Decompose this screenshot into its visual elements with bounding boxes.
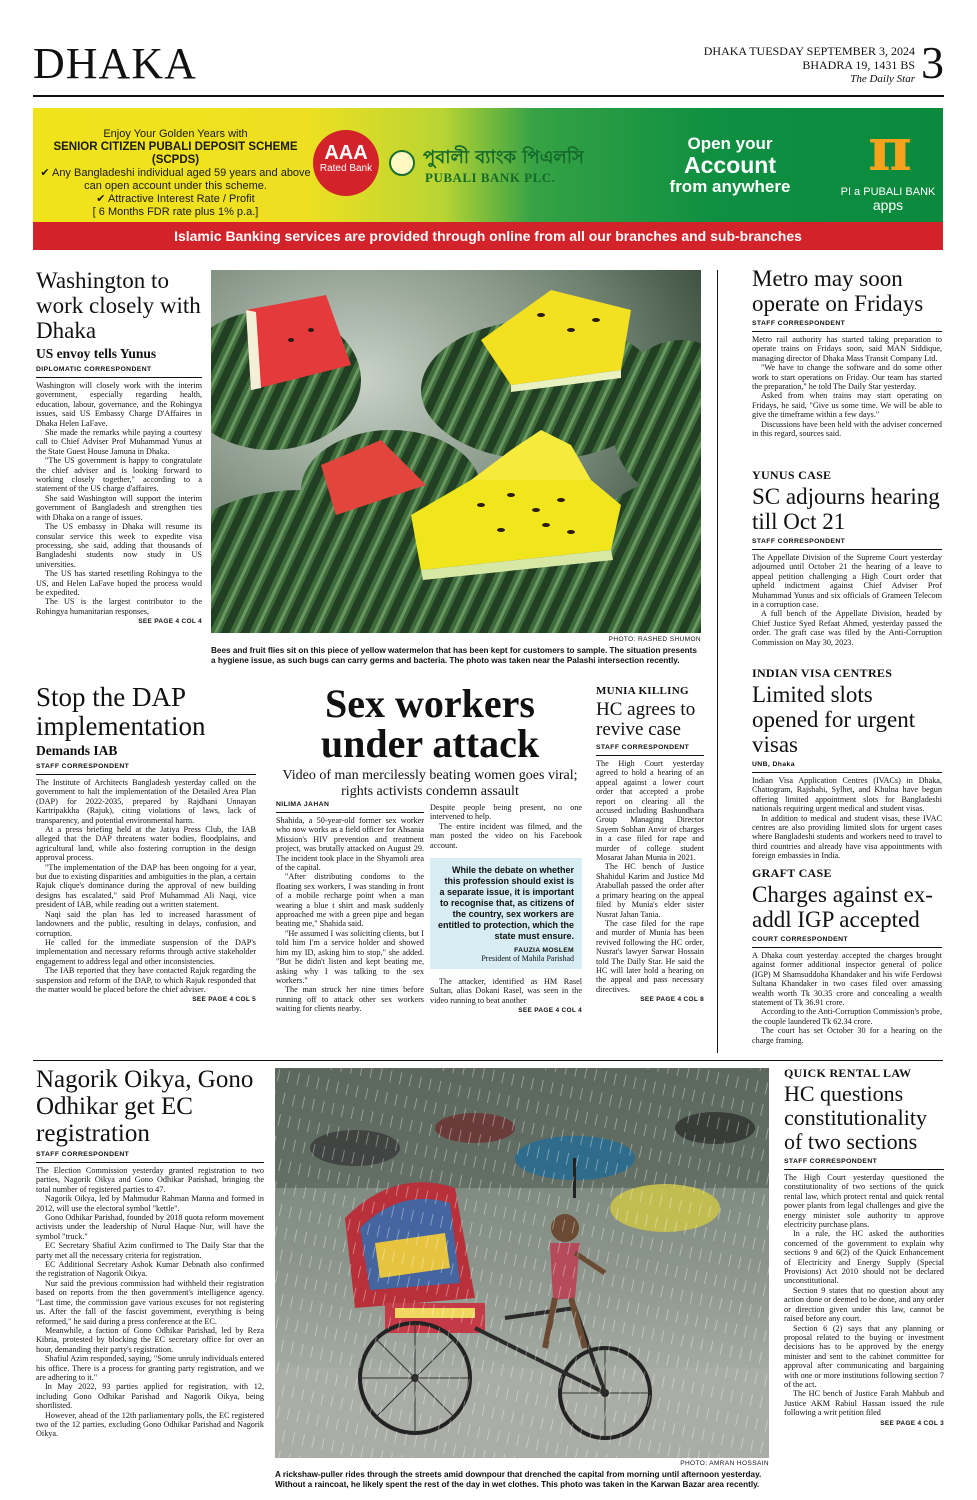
byline: DIPLOMATIC CORRESPONDENT	[36, 366, 152, 373]
story-body	[596, 759, 704, 994]
ad-app-line: PI a PUBALI BANK	[840, 186, 936, 198]
bank-name-english: PUBALI BANK PLC.	[425, 170, 556, 185]
story-metro	[752, 266, 942, 438]
byline: STAFF CORRESPONDENT	[36, 763, 130, 770]
subhead: Demands IAB	[36, 743, 118, 758]
kicker: GRAFT CASE	[752, 866, 832, 880]
byline: STAFF CORRESPONDENT	[752, 538, 846, 545]
ad-open-line-2: Account	[684, 152, 776, 178]
paragraph: Gono Odhikar Parishad, founded by 2018 quota reform movement activists under the leadership of Nurul Haque Nur, will have the symbol "truck."	[36, 1213, 264, 1241]
story-body	[276, 816, 424, 1014]
quote-text: While the debate on whether this profession should exist is a separate issue, it is important to recognise that, as citizens of the country, sex workers are entitled to protection, which the state must ensure.	[438, 865, 574, 942]
watermelon-illustration	[211, 270, 701, 633]
paragraph: The case filed for the rape and murder of Munia has been revived following the HC order, Nusrat's lawyer Sarwar Hossain told The Daily Star. He said the HC will later hold a hearing on the appeal and pass necessary directives.	[596, 918, 704, 994]
lead-subhead: Video of man mercilessly beating women goes viral; rights activists condemn assault	[282, 768, 578, 799]
subhead: US envoy tells Yunus	[36, 346, 157, 361]
paragraph: The US has started resettling Rohingya to the US, and Helen LaFave hoped the process would be expedited.	[36, 569, 202, 597]
paragraph: The HC bench of Justice Shahidul Karim and Justice Md Atabullah passed the order after a primary hearing on the appeal filed by Munia's elder sister Nusrat Jahan Tania.	[596, 862, 704, 919]
photo-credit: PHOTO: RASHED SHUMON	[608, 636, 701, 643]
byline-rule	[784, 1169, 944, 1170]
story-yunus-case	[752, 468, 942, 647]
paragraph: In a rule, the HC asked the authorities concerned of the government to explain why sections 9 and 6(2) of the Quick Enhancement of Electricity and Energy Supply (Special Provisions) Act 2010 should not be declared unconstitutional.	[784, 1229, 944, 1286]
story-body	[752, 553, 942, 647]
rating-value: AAA	[324, 142, 368, 164]
byline: STAFF CORRESPONDENT	[596, 744, 690, 751]
byline: STAFF CORRESPONDENT	[784, 1158, 878, 1165]
byline-rule	[752, 331, 942, 332]
story-body	[752, 951, 942, 1045]
jump-link[interactable]: SEE PAGE 4 COL 8	[640, 996, 704, 1004]
paragraph: The man struck her nine times before running off to attack other sex workers waiting for clients nearby.	[276, 985, 424, 1014]
paragraph: "The implementation of the DAP has been ongoing for a year, but due to existing disparities and ambiguities in the plan, a certain Rajuk clique's dominance during the approval of new building designs has escalated," said Prof Muhammad Ali Naqi, vice president of IAB, while reading out a written statement.	[36, 862, 256, 910]
paragraph: Shafiul Azim responded, saying, "Some unruly individuals entered his office. There is a process for granting party registration, and we are adhering to it."	[36, 1354, 264, 1382]
byline: STAFF CORRESPONDENT	[36, 1151, 130, 1158]
paragraph: Section 9 states that no question about any action done or deemed to be done, and any order or direction given under this law, cannot be raised before any court.	[784, 1285, 944, 1324]
story-graft-case	[752, 866, 942, 1045]
paragraph: In addition to medical and student visas, these IVAC centres are also providing limited slots for urgent cases where Bangladeshi students and workers need to travel to third countries and already have visa appointments with foreign embassies in India.	[752, 813, 942, 861]
story-body	[430, 803, 582, 850]
header-rule	[33, 95, 944, 97]
kicker: MUNIA KILLING	[596, 685, 689, 697]
ad-open-line-3: from anywhere	[669, 177, 791, 196]
byline: UNB, Dhaka	[752, 761, 795, 768]
kicker: YUNUS CASE	[752, 468, 832, 482]
aaa-rating-badge	[313, 130, 379, 196]
paragraph: The US is the largest contributor to the Rohingya humanitarian responses,	[36, 597, 202, 616]
byline-rule	[752, 947, 942, 948]
paragraph: Shahida, a 50-year-old former sex worker who now works as a field officer for Ahsania Mission's HIV prevention and treatment project, was brutally attacked on August 29. The incident took place in the Shyamoli area of the capital.	[276, 816, 424, 873]
paragraph: "The US government is happy to congratulate the chief adviser and is looking forward to working closely together," according to a statement of the US charge d'affaires.	[36, 456, 202, 494]
paragraph: In May 2022, 93 parties applied for registration, with 12, including Gono Odhikar Parishad and Nagorik Oikya, being shortlisted.	[36, 1382, 264, 1411]
headline: HC agrees to revive case	[596, 699, 696, 740]
ad-scheme-name: SENIOR CITIZEN PUBALI DEPOSIT SCHEME (SCPDS)	[53, 141, 298, 166]
paragraph: Washington will closely work with the interim government, especially regarding health, education, labour, governance, and the Rohingya issues, said US Embassy Charge D'Affaires in Dhaka Helen LaFave.	[36, 381, 202, 428]
story-body	[784, 1173, 944, 1418]
photo-caption: Bees and fruit flies sit on this piece of yellow watermelon that has been kept for customers to sample. The situation presents a hygiene issue, as such bugs can carry germs and bacteria. The photo was taken near the Palashi intersection recently.	[211, 646, 697, 665]
paragraph: A full bench of the Appellate Division, headed by Chief Justice Syed Refaat Ahmed, yesterday passed the order. The graft case was filed by the Anti-Corruption Commission on May 30, 2023.	[752, 609, 942, 647]
pubali-logo-icon	[389, 150, 415, 176]
headline: Limited slots opened for urgent visas	[752, 682, 916, 757]
paragraph: "We have to change the software and do some other work to start operations on Friday. Our team has started the preparation," he told The Daily Star yesterday.	[752, 363, 942, 392]
paragraph: He called for the immediate suspension of the DAP's implementation and necessary reforms through active stakeholder engagement to address legal and other inconsistencies.	[36, 937, 256, 966]
ad-bullet-2b: [ 6 Months FDR rate plus 1% p.a.]	[92, 206, 259, 218]
ad-bullet-1: ✔ Any Bangladeshi individual aged 59 years and above	[40, 167, 311, 179]
headline: Charges against ex-addl IGP accepted	[752, 882, 933, 932]
ad-app-word: apps	[872, 197, 904, 213]
paragraph: Naqi said the plan has led to increased harassment of landowners and the public, resulting in delays, confusion, and corruption.	[36, 909, 256, 938]
ad-scheme-text	[33, 128, 318, 219]
paragraph: The High Court yesterday agreed to hold a hearing of an appeal against a lower court order that accepted a probe report on clearing all the accused including Bashundhara Group Managing Director Sayem Sobhan Anvir of charges in a case filed for rape and murder of college student Mosarat Jahan Munia in 2021.	[596, 759, 704, 863]
paragraph: The Institute of Architects Bangladesh yesterday called on the government to halt the implementation of the Detailed Area Plan (DAP) for 2022-2035, prepared by Rajdhani Unnayan Kartripakkha (Rajuk), citing violations of laws, lack of transparency, and potential environmental harm.	[36, 778, 256, 825]
paragraph: "He assumed I was soliciting clients, but I told him I'm a service holder and showed him my ID, asking him to stop," she added. "But he didn't listen and kept beating me, asking why I was talking to the sex workers."	[276, 928, 424, 985]
paragraph: The US embassy in Dhaka will resume its consular service this week to expedite visa processing, she said, adding that thousands of Bangladeshi students now study in US universities.	[36, 522, 202, 569]
jump-link[interactable]: SEE PAGE 4 COL 5	[192, 996, 256, 1004]
paragraph: Asked from when trains may start operating on Fridays, he said, "Give us some time. We will be able to give the timeframe within a few days."	[752, 391, 942, 420]
paragraph: Indian Visa Application Centres (IVACs) in Dhaka, Chattogram, Rajshahi, Sylhet, and Khulna have begun offering limited appointment slots for Bangladeshi nationals requiring urgent medical and student visas.	[752, 776, 942, 814]
story-body	[430, 977, 582, 1005]
paragraph: The Election Commission yesterday granted registration to two parties, Nagorik Oikya and Gono Odhikar Parishad, bringing the total number of registered parties to 47.	[36, 1166, 264, 1194]
story-body	[36, 381, 202, 616]
column-divider	[717, 270, 718, 1053]
pull-quote	[430, 858, 582, 969]
ad-banner: Islamic Banking services are provided through online from all our branches and sub-branches	[33, 222, 943, 250]
paragraph: EC Additional Secretary Ashok Kumar Debnath also confirmed the registration of Nagorik Oikya.	[36, 1260, 264, 1279]
paragraph: She made the remarks while paying a courtesy call to Chief Adviser Prof Muhammad Yunus at the State Guest House Jamuna in Dhaka.	[36, 428, 202, 456]
paragraph: The attacker, identified as HM Rasel Sultan, alias Dokani Rasel, was seen in the video running to beat another	[430, 977, 582, 1005]
story-dap	[36, 683, 256, 1003]
headline: SC adjourns hearing till Oct 21	[752, 484, 940, 534]
paragraph: Meanwhile, a faction of Gono Odhikar Parishad, led by Reza Kibria, protested by blocking the EC secretary office for over an hour, demanding their party's registration.	[36, 1325, 264, 1354]
paragraph: Discussions have been held with the adviser concerned in this regard, sources said.	[752, 419, 942, 439]
lead-col-1	[276, 800, 424, 1014]
paragraph: However, ahead of the 12th parliamentary polls, the EC registered two of the 12 parties, excluding Gono Odhikar Parishad and Nagorik Oikya.	[36, 1410, 264, 1439]
paragraph: The High Court yesterday questioned the constitutionality of two sections of the quick rental law, which protect rental and quick rental power plants from legal challenges and give the energy minister sole authority to approve electricity purchase plans.	[784, 1173, 944, 1230]
bank-name-bangla: পুবালী ব্যাংক পিএলসি	[423, 147, 584, 168]
kicker: QUICK RENTAL LAW	[784, 1066, 912, 1080]
ad-tagline: Enjoy Your Golden Years with	[103, 128, 248, 140]
photo-credit: PHOTO: AMRAN HOSSAIN	[680, 1460, 769, 1467]
rating-label: Rated Bank	[319, 163, 373, 174]
story-body	[36, 1166, 264, 1439]
rickshaw-illustration	[275, 1068, 769, 1458]
lead-headline: Sex workers under attack	[320, 681, 540, 766]
byline-rule	[752, 772, 942, 773]
ad-open-account	[645, 134, 815, 197]
byline: COURT CORRESPONDENT	[752, 936, 848, 943]
story-indian-visa	[752, 666, 942, 861]
photo-caption: A rickshaw-puller rides through the streets amid downpour that drenched the capital from morning until afternoon yesterday. Without a raincoat, he likely spent the rest of the day in wet clothes. This photo was taken in the Karwan Bazar area recently.	[275, 1470, 762, 1489]
story-body	[36, 778, 256, 994]
paragraph: She said Washington will support the interim government of Bangladesh and strengthen ties with Dhaka on a range of issues.	[36, 493, 202, 522]
headline: Nagorik Oikya, Gono Odhikar get EC registration	[36, 1066, 254, 1147]
paper-name: The Daily Star	[850, 73, 915, 85]
byline-rule	[276, 812, 424, 813]
paragraph: Nur said the previous commission had withheld their registration based on reports from the then government's intelligence agency. "Last time, the commission gave various excuses for not registering us. After the fall of the fascist government, everything is being reformed," he said during a press conference at the EC.	[36, 1278, 264, 1326]
byline-rule	[752, 549, 942, 550]
pubali-bank-ad[interactable]	[33, 108, 943, 250]
headline: HC questions constitutionality of two sections	[784, 1081, 927, 1154]
headline: Stop the DAP implementation	[36, 682, 206, 741]
pi-logo-icon: π	[868, 115, 912, 185]
paragraph: Despite people being present, no one intervened to help.	[430, 803, 582, 822]
quote-role: President of Mahila Parishad	[481, 954, 574, 964]
paragraph: Section 6 (2) says that any planning or proposal related to the buying or investment decisions has to be approved by the energy minister and sent to the cabinet committee for approval after communicating and bargaining with one or more institutions following section 7 of the act.	[784, 1323, 944, 1389]
paragraph: The Appellate Division of the Supreme Court yesterday adjourned until October 21 the hearing of a leave to appeal petition challenging a High Court order that upheld indictment against Chief Adviser Prof Muhammad Yunus and six officials of Grameen Telecom in a corruption case.	[752, 553, 942, 610]
story-munia	[596, 684, 704, 1003]
byline-rule	[36, 774, 256, 775]
headline: Washington to work closely with Dhaka	[36, 268, 201, 343]
ad-bullet-2: ✔ Attractive Interest Rate / Profit	[96, 193, 255, 205]
jump-link[interactable]: SEE PAGE 4 COL 4	[138, 618, 202, 626]
quote-author: FAUZIA MOSLEM	[514, 947, 574, 955]
ad-open-line-1: Open your	[687, 134, 773, 153]
byline: STAFF CORRESPONDENT	[752, 320, 846, 327]
paragraph: According to the Anti-Corruption Commission's probe, the couple laundered Tk 62.34 crore.	[752, 1007, 942, 1026]
kicker: INDIAN VISA CENTRES	[752, 666, 893, 680]
ad-bullet-1b: can open account under this scheme.	[84, 180, 267, 192]
jump-link[interactable]: SEE PAGE 4 COL 4	[518, 1007, 582, 1015]
byline: NILIMA JAHAN	[276, 801, 330, 808]
paragraph: The HC bench of Justice Farah Mahbub and Justice AKM Rabiul Hassan issued the rule following a writ petition filed	[784, 1389, 944, 1418]
dateline	[704, 44, 915, 86]
story-quick-rental-law	[784, 1066, 944, 1427]
date-text: DHAKA TUESDAY SEPTEMBER 3, 2024	[703, 44, 915, 58]
paragraph: The IAB reported that they have contacted Rajuk regarding the suspension and reform of the DAP, to which Rajuk responded that the matter would be placed before the chief adviser.	[36, 966, 256, 994]
watermelon-photo	[211, 270, 701, 633]
headline: Metro may soon operate on Fridays	[752, 266, 924, 316]
paragraph: A Dhaka court yesterday accepted the charges brought against former additional inspector general of police (IGP) M Shamsuddoha Khandaker and his wife Ferdowsi Sultana Khandaker in two cases filed over amassing wealth worth Tk 30.35 crore and concealing a wealth statement of Tk 36.91 crore.	[752, 951, 942, 1008]
lead-col-2	[430, 803, 582, 1014]
section-rule	[33, 1060, 943, 1061]
page-number: 3	[921, 37, 944, 88]
story-body	[752, 776, 942, 861]
paragraph: EC Secretary Shafiul Azim confirmed to The Daily Star that the party met all the necessary criteria for registration.	[36, 1241, 264, 1260]
rickshaw-photo	[275, 1068, 769, 1458]
story-body	[752, 335, 942, 438]
paragraph: At a press briefing held at the Jatiya Press Club, the IAB alleged that the DAP threatens water bodies, floodplains, and agricultural land, while also fostering corruption in the design approval process.	[36, 825, 256, 863]
paragraph: The entire incident was filmed, and the man posted the video on his Facebook account.	[430, 821, 582, 850]
story-nagorik-oikya	[36, 1066, 264, 1439]
byline-rule	[36, 1162, 264, 1163]
section-title: DHAKA	[33, 39, 197, 88]
jump-link[interactable]: SEE PAGE 4 COL 3	[880, 1419, 944, 1427]
story-washington	[36, 268, 202, 625]
byline-rule	[36, 377, 202, 378]
paragraph: "After distributing condoms to the floating sex workers, I was standing in front of a mobile recharge point when a man wearing a blue t shirt and mask suddenly approached me with a green pipe and began beating me," Shahida said.	[276, 872, 424, 929]
bangla-date: BHADRA 19, 1431 BS	[802, 58, 915, 72]
ad-app-text	[833, 186, 943, 212]
story-lead	[276, 681, 584, 800]
paragraph: Metro rail authority has started taking preparation to operate trains on Fridays soon, said MAN Siddique, managing director of Dhaka Mass Transit Company Ltd.	[752, 335, 942, 363]
paragraph: Nagorik Oikya, led by Mahmudur Rahman Manna and formed in 2012, will use the electoral symbol "kettle".	[36, 1194, 264, 1213]
byline-rule	[596, 755, 704, 756]
paragraph: The court has set October 30 for a hearing on the charge framing.	[752, 1026, 942, 1045]
